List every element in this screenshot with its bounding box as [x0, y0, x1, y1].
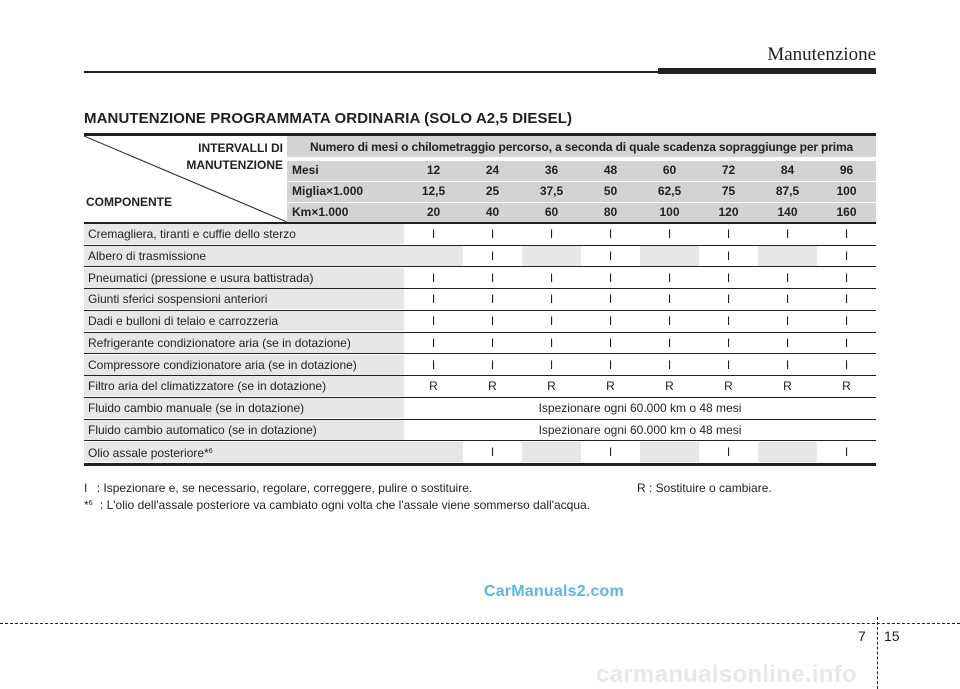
table-row — [84, 246, 876, 266]
header-cell: 120 — [718, 205, 739, 219]
interval-cell: I — [817, 333, 876, 353]
footer-dashed-rule — [0, 623, 960, 624]
watermark-link[interactable]: CarManuals2.com — [484, 583, 624, 600]
interval-cell — [758, 246, 817, 266]
legend-note-mark: * — [84, 498, 89, 512]
component-name — [84, 355, 404, 375]
corner-component-label: COMPONENTE — [86, 195, 173, 209]
header-title: Manutenzione — [767, 44, 876, 65]
interval-cell — [404, 246, 463, 266]
component-name — [84, 398, 404, 418]
interval-cell: R — [404, 376, 463, 396]
interval-cell: I — [522, 333, 581, 353]
interval-cell: I — [463, 355, 522, 375]
interval-cell — [758, 442, 817, 462]
interval-cell: I — [463, 442, 522, 462]
interval-cell: I — [699, 333, 758, 353]
header-row-separator — [287, 160, 876, 161]
header-rule-accent — [658, 68, 876, 74]
legend-i-key: I — [84, 481, 88, 495]
corner-intervals-label — [186, 140, 283, 174]
table-row — [84, 224, 876, 244]
interval-cell: I — [581, 246, 640, 266]
component-name-text: Fluido cambio manuale (se in dotazione) — [88, 401, 305, 415]
interval-cell: I — [581, 224, 640, 244]
component-name — [84, 376, 404, 396]
interval-cell: R — [640, 376, 699, 396]
component-name — [84, 268, 404, 288]
header-cell: 75 — [721, 184, 736, 198]
interval-cell: I — [404, 311, 463, 331]
component-name — [84, 333, 404, 353]
corner-intervals-line2: MANUTENZIONE — [186, 158, 283, 172]
interval-cell: I — [463, 311, 522, 331]
table-row — [84, 289, 876, 309]
interval-cell — [640, 442, 699, 462]
header-cell: 12 — [426, 163, 441, 177]
component-name — [84, 311, 404, 331]
interval-cell: I — [404, 355, 463, 375]
section-title: MANUTENZIONE PROGRAMMATA ORDINARIA (SOLO A2,5 DIESEL) — [84, 110, 573, 127]
legend-note — [84, 498, 590, 512]
interval-cell: I — [640, 355, 699, 375]
interval-cell: I — [817, 246, 876, 266]
interval-cell: I — [581, 333, 640, 353]
interval-cell — [522, 442, 581, 462]
table-row — [84, 420, 876, 440]
table-row — [84, 268, 876, 288]
interval-cell: I — [522, 289, 581, 309]
interval-cell: I — [463, 224, 522, 244]
interval-cell: I — [817, 289, 876, 309]
interval-cell: I — [463, 333, 522, 353]
interval-cell: I — [581, 268, 640, 288]
interval-cell: I — [699, 355, 758, 375]
period-header — [287, 136, 876, 157]
interval-cell: I — [581, 311, 640, 331]
period-header-text: Numero di mesi o chilometraggio percorso, a seconda di quale scadenza sopraggiunge per prima — [309, 139, 853, 154]
header-row — [287, 160, 876, 181]
page-chapter: 7 — [858, 628, 866, 644]
header-cell: 25 — [485, 184, 500, 198]
component-name-text: Cremagliera, tiranti e cuffie dello sterzo — [88, 227, 296, 241]
header-cell: 40 — [485, 205, 500, 219]
row-separator — [84, 440, 876, 441]
interval-cell: I — [699, 311, 758, 331]
component-name — [84, 420, 404, 440]
header-cell: 87,5 — [775, 184, 800, 198]
interval-note: Ispezionare ogni 60.000 km o 48 mesi — [404, 398, 876, 418]
header-rule — [84, 71, 658, 73]
header-row — [287, 202, 876, 223]
interval-cell: I — [758, 311, 817, 331]
interval-cell: I — [522, 224, 581, 244]
header-cell: 80 — [603, 205, 618, 219]
header-cell: 72 — [721, 163, 736, 177]
header-cell: 36 — [544, 163, 559, 177]
interval-cell: I — [404, 289, 463, 309]
interval-cell: R — [817, 376, 876, 396]
header-cell: 20 — [426, 205, 441, 219]
header-row-label: Miglia×1.000 — [292, 184, 364, 198]
header-cell: 60 — [662, 163, 677, 177]
interval-cell: R — [699, 376, 758, 396]
interval-cell: I — [758, 289, 817, 309]
legend-replace — [637, 481, 772, 495]
header-cell: 84 — [780, 163, 795, 177]
header-cell: 12,5 — [421, 184, 446, 198]
legend-note-sup: 6 — [88, 500, 93, 507]
component-name — [84, 289, 404, 309]
interval-cell: I — [758, 355, 817, 375]
header-cell: 140 — [777, 205, 798, 219]
header-cell: 24 — [485, 163, 500, 177]
page-number: 15 — [884, 628, 900, 644]
interval-cell: I — [581, 442, 640, 462]
row-separator — [84, 266, 876, 267]
interval-cell — [522, 246, 581, 266]
interval-cell: I — [699, 289, 758, 309]
table-row — [84, 398, 876, 418]
table-bottom-rule — [84, 463, 876, 466]
header-cell: 96 — [839, 163, 854, 177]
interval-cell: I — [699, 442, 758, 462]
interval-cell: I — [581, 355, 640, 375]
interval-cell: R — [463, 376, 522, 396]
interval-cell: I — [699, 224, 758, 244]
component-name-text: Fluido cambio automatico (se in dotazione) — [88, 423, 317, 437]
header-cell: 48 — [603, 163, 618, 177]
interval-cell: I — [463, 246, 522, 266]
component-name — [84, 442, 404, 462]
interval-cell: I — [581, 289, 640, 309]
header-cell: 100 — [836, 184, 857, 198]
interval-cell: I — [817, 268, 876, 288]
component-name-text: Olio assale posteriore* — [88, 446, 209, 460]
interval-cell: I — [404, 333, 463, 353]
interval-cell: I — [758, 224, 817, 244]
interval-cell: I — [404, 224, 463, 244]
header-cell: 160 — [836, 205, 857, 219]
header-cell: 60 — [544, 205, 559, 219]
table-corner-header — [84, 136, 287, 222]
component-name-text: Compressore condizionatore aria (se in dotazione) — [88, 358, 357, 372]
row-separator — [84, 353, 876, 354]
interval-cell: I — [640, 289, 699, 309]
interval-cell: I — [699, 268, 758, 288]
interval-cell: I — [463, 268, 522, 288]
interval-cell: I — [817, 355, 876, 375]
table-row — [84, 333, 876, 353]
legend-i-text: : Ispezionare e, se necessario, regolare, correggere, pulire o sostituire. — [96, 481, 473, 495]
legend-inspect — [84, 481, 472, 495]
interval-cell: I — [817, 224, 876, 244]
table-row — [84, 442, 876, 462]
interval-cell: I — [640, 268, 699, 288]
header-row-label: Km×1.000 — [292, 205, 349, 219]
header-cell: 62,5 — [657, 184, 682, 198]
header-cell: 37,5 — [539, 184, 564, 198]
header-row-separator — [287, 181, 876, 182]
header-row — [287, 181, 876, 202]
interval-note: Ispezionare ogni 60.000 km o 48 mesi — [404, 420, 876, 440]
interval-cell: I — [522, 311, 581, 331]
component-name-text: Refrigerante condizionatore aria (se in dotazione) — [88, 336, 351, 350]
interval-cell: R — [581, 376, 640, 396]
component-name-text: Albero di trasmissione — [88, 249, 207, 263]
interval-cell — [640, 246, 699, 266]
corner-intervals-line1: INTERVALLI DI — [198, 141, 283, 155]
interval-cell: I — [522, 355, 581, 375]
table-row — [84, 311, 876, 331]
header-row-label: Mesi — [292, 163, 319, 177]
footer-dashed-divider — [877, 617, 878, 689]
interval-cell: I — [758, 268, 817, 288]
component-footnote-ref: 6 — [208, 448, 213, 455]
interval-cell: I — [640, 311, 699, 331]
legend-note-text: : L'olio dell'assale posteriore va cambiato ogni volta che l'assale viene sommerso dall'acqua. — [99, 498, 591, 512]
component-name-text: Filtro aria del climatizzatore (se in dotazione) — [88, 379, 327, 393]
interval-cell — [404, 442, 463, 462]
interval-cell: I — [640, 333, 699, 353]
header-cell: 50 — [603, 184, 618, 198]
interval-cell: I — [817, 311, 876, 331]
table-row — [84, 355, 876, 375]
interval-cell: I — [404, 268, 463, 288]
interval-cell: R — [522, 376, 581, 396]
component-name-text: Giunti sferici sospensioni anteriori — [88, 292, 268, 306]
header-row-separator — [287, 202, 876, 203]
component-name — [84, 246, 404, 266]
component-name-text: Pneumatici (pressione e usura battistrada) — [88, 271, 314, 285]
component-name — [84, 224, 404, 244]
table-row — [84, 376, 876, 396]
interval-cell: I — [640, 224, 699, 244]
interval-cell: R — [758, 376, 817, 396]
legend-r-text: R : Sostituire o cambiare. — [637, 481, 772, 495]
interval-cell: I — [758, 333, 817, 353]
interval-cell: I — [817, 442, 876, 462]
component-name-text: Dadi e bulloni di telaio e carrozzeria — [88, 314, 279, 328]
header-cell: 100 — [659, 205, 680, 219]
interval-cell: I — [463, 289, 522, 309]
footer-site-watermark: carmanualsonline.info — [596, 661, 858, 688]
interval-cell: I — [522, 268, 581, 288]
interval-cell: I — [699, 246, 758, 266]
